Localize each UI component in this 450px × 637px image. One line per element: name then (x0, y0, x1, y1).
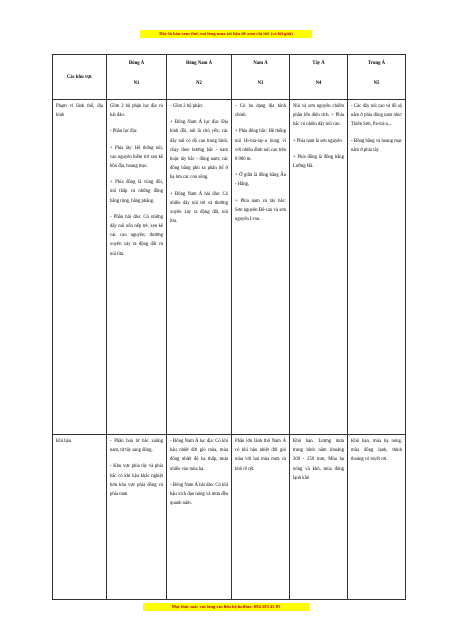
row-label (53, 100, 107, 435)
cell-text: Gồm 2 bộ phận lục địa và hải đảo. (110, 104, 163, 119)
cell-text: + Phía đông bắc: Hệ thống núi Hi-ma-lay-a hùng vĩ với nhiều đỉnh núi cao trên 8 000 m. (235, 129, 286, 163)
cell-text: + Ở giữa là đồng bằng Ấn - Hằng, (235, 173, 286, 188)
cell-text: - Phần lục địa: (110, 129, 138, 135)
table-row (53, 100, 406, 435)
table-cell (290, 100, 348, 435)
header-region (107, 55, 167, 100)
header-region (290, 55, 348, 100)
region-code: N3 (257, 81, 264, 86)
cell-text: - Đồng bằng và hoang mạc nằm ở phía tây (351, 138, 402, 153)
region-code: N5 (373, 81, 380, 86)
cell-text: - Có ba dạng địa hình chính. (235, 104, 286, 119)
cell-text: + Phía đông là vùng đồi, núi thấp và những đồng bằng rộng, bằng phẳng. (110, 180, 163, 204)
cell-text: - Gồm 2 bộ phận: (170, 104, 204, 109)
table-cell (167, 435, 232, 600)
region-name: Đông Á (128, 61, 145, 66)
cell-text: Phần lớn lãnh thổ Nam Á có khí hậu nhiệt đới gió mùa với hai mùa mưa và khô rõ rệt. (235, 439, 286, 472)
cell-text: + Phía nam là sơn nguyên (293, 138, 342, 144)
region-name: Nam Á (253, 61, 268, 66)
table-cell (232, 435, 290, 600)
region-name: Tây Á (312, 61, 325, 66)
hotline-banner: Mọi thắc mắc vui lòng xin liên hệ hotline: 084 283 45 85 (143, 603, 309, 611)
header-row (53, 55, 406, 100)
cell-text: - Đông Nam Á lục địa: Có khí hậu nhiệt đới gió mùa, mùa đông nhiệt độ hạ thấp, mưa nhiều vào mùa hạ. (170, 439, 228, 472)
cell-text: + Phía nam và tây bắc: Sơn nguyên Đê-can và sơn nguyên I-ran. (235, 198, 286, 223)
header-region (348, 55, 406, 100)
table-cell (348, 435, 406, 600)
region-code: N1 (133, 81, 140, 86)
region-table (52, 54, 406, 600)
table-cell (107, 100, 167, 435)
region-code: N2 (196, 81, 202, 86)
header-region (167, 55, 232, 100)
row-label (53, 435, 107, 600)
cell-text: + Đông Nam Á hải đảo: Có nhiều dãy núi trẻ và thường xuyên xảy ra động đất, núi lửa. (170, 191, 228, 225)
table-cell (290, 435, 348, 600)
preview-banner: Đây là bản xem thử, vui lòng mua tài liệu để xem chi tiết (có lời giải) (140, 30, 312, 38)
corner-header: Các khu vực (53, 55, 107, 100)
cell-text: Núi và sơn nguyên chiếm phần lớn diện tích. + Phía bắc có nhiều dãy núi cao. (293, 104, 344, 128)
cell-text: + Đông Nam Á lục địa: Địa hình đồi, núi là chủ yếu; các dãy núi có độ cao trung bình, chạy theo hướng bắc - nam hoặc tây bắc - đông nam; các đồng bằng phù sa phân bố ở hạ lưu các con sông. (170, 120, 228, 181)
cell-text: + Phía đồng là đồng bằng Lưỡng Hà. (293, 154, 344, 170)
region-code: N4 (315, 81, 322, 86)
cell-text: + Phía tây: Hệ thống núi, cao nguyên hiểm trở xen kẽ bồn địa, hoang mạc. (110, 145, 163, 170)
header-region (232, 55, 290, 100)
row-label-text: Khí hậu (56, 439, 71, 444)
cell-text: - Phần hải đảo: Có những dãy núi uốn nếp trẻ, xen kẽ các cao nguyên; thường xuyên xảy ra động đất và núi lửa. (110, 214, 163, 257)
region-name: Đông Nam Á (185, 61, 213, 66)
table-cell (107, 435, 167, 600)
cell-text: - Khu vực phía tây và phía bắc có khí hậu khắc nghiệt hơn khu vực phía đông và phía nam. (110, 464, 163, 498)
table-cell (167, 100, 232, 435)
region-name: Trung Á (368, 61, 385, 66)
cell-text: Khô hạn, mùa hạ nóng, mùa đông lạnh, thỉnh thoảng có tuyết rơi. (351, 439, 402, 463)
table-cell (232, 100, 290, 435)
cell-text: Khô hạn. Lượng mưa trung bình năm khoảng 200 - 250 mm, Mùa hạ nóng và khô, mùa đông lạnh khô (293, 439, 344, 481)
cell-text: - Phần hoà từ bắc xuống nam, từ tây sang đông. (110, 439, 163, 454)
cell-text: - Các dãy núi cao và đồ sộ nằm ở phía đông nam như: Thiên Sơn, Pa-mi-a,... (351, 104, 402, 128)
cell-text: - Đông Nam Á hải đảo: Có khí hậu xích đạo nóng và mưa đều quanh năm. (170, 482, 228, 507)
table-row (53, 435, 406, 600)
row-label-text: Phạm vi lãnh thổ, địa hình (56, 104, 103, 119)
table-cell (348, 100, 406, 435)
